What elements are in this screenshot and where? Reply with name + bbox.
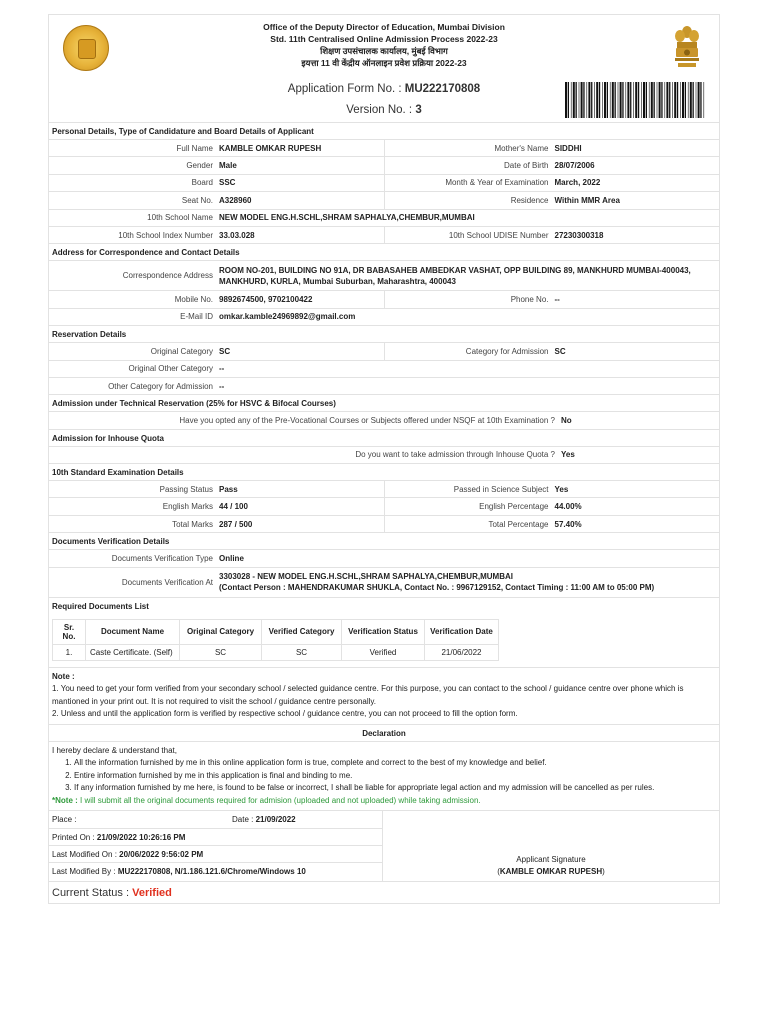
other-admission-value: --: [219, 381, 225, 391]
row-docver-type: [49, 550, 719, 567]
application-number-value: MU222170808: [404, 83, 481, 95]
technical-question-label: Have you opted any of the Pre-Vocational Courses or Subjects offered under NSQF at 10th Examination ?: [179, 415, 555, 425]
row-total: [49, 516, 719, 533]
header-line-2: Std. 11th Centralised Online Admission Process 2022-23: [270, 34, 498, 44]
correspondence-line-2: MANKHURD, KURLA, Mumbai Suburban, Maharashtra, 400043: [219, 276, 456, 286]
board-label: Board: [191, 178, 213, 188]
maharashtra-seal-icon: [63, 25, 109, 71]
school-name-value: NEW MODEL ENG.H.SCHL,SHRAM SAPHALYA,CHEMBUR,MUMBAI: [219, 213, 475, 223]
signature-name-value: KAMBLE OMKAR RUPESH: [499, 866, 603, 876]
school-index-value: 33.03.028: [219, 230, 255, 240]
section-required-docs-title: Required Documents List: [52, 601, 149, 611]
table-cell: 21/06/2022: [425, 644, 499, 660]
docver-at-line-1: 3303028 - NEW MODEL ENG.H.SCHL,SHRAM SAPHALYA,CHEMBUR,MUMBAI: [219, 572, 513, 582]
header-line-4: इयत्ता 11 वी केंद्रीय ऑनलाइन प्रवेश प्रक्रिया 2022-23: [301, 58, 467, 68]
version-number-label: Version No. :: [346, 104, 413, 116]
printed-row: [49, 829, 382, 846]
place-label: Place :: [52, 815, 77, 825]
national-emblem-icon: [669, 23, 705, 73]
table-cell: Caste Certificate. (Self): [86, 644, 180, 660]
declaration-note-text: I will submit all the original documents required for admision (uploaded and not uploaded) while taking admission.: [77, 795, 481, 805]
full-name-label: Full Name: [176, 143, 213, 153]
row-board: [49, 175, 719, 192]
signature-name: (KAMBLE OMKAR RUPESH): [497, 866, 605, 876]
table-cell: SC: [262, 644, 342, 660]
gender-value: Male: [219, 161, 237, 171]
section-reservation-title: Reservation Details: [49, 326, 719, 343]
table-header: Document Name: [86, 619, 180, 644]
row-seat: [49, 192, 719, 209]
full-name-value: KAMBLE OMKAR RUPESH: [219, 143, 322, 153]
row-category: [49, 343, 719, 360]
row-school: [49, 210, 719, 227]
application-form: [48, 14, 720, 904]
science-value: Yes: [554, 484, 569, 494]
residence-label: Residence: [510, 195, 549, 205]
printed-label: Printed On :: [52, 832, 95, 842]
modified-by-label: Last Modified By :: [52, 867, 116, 877]
section-inhouse-title: Admission for Inhouse Quota: [49, 430, 719, 447]
declaration-item: 2. Entire information furnished by me in this application is final and binding to me.: [74, 770, 716, 783]
current-status-label: Current Status :: [52, 886, 130, 899]
total-percentage-value: 57.40%: [554, 519, 582, 529]
row-inhouse-question: [49, 447, 719, 464]
row-technical-question: [49, 412, 719, 429]
inhouse-question-label: Do you want to take admission through Inhouse Quota ?: [355, 450, 555, 460]
total-percentage-label: Total Percentage: [488, 519, 549, 529]
row-correspondence: [49, 261, 719, 291]
docver-at-value: [217, 571, 719, 593]
admission-category-value: SC: [554, 346, 566, 356]
current-status-value: Verified: [132, 886, 172, 899]
application-number-label: Application Form No. :: [287, 83, 402, 95]
signature-label: Applicant Signature: [516, 854, 586, 864]
declaration-title: Declaration: [49, 725, 719, 742]
english-percentage-value: 44.00%: [554, 502, 582, 512]
row-english: [49, 498, 719, 515]
seat-label: Seat No.: [181, 195, 213, 205]
declaration-item: 3. If any information furnished by me here, is found to be false or incorrect, I shall be liable for appropriate legal action and my admission will be cancelled as per rules.: [74, 782, 716, 795]
inhouse-question-value: Yes: [561, 450, 575, 460]
table-cell: 1.: [53, 644, 86, 660]
section-docver-title: Documents Verification Details: [49, 533, 719, 550]
declaration-note: [52, 795, 716, 808]
email-value: omkar.kamble24969892@gmail.com: [219, 312, 356, 322]
udise-value: 27230300318: [554, 230, 604, 240]
section-technical-title: Admission under Technical Reservation (25% for HSVC & Bifocal Courses): [49, 395, 719, 412]
section-address-title: Address for Correspondence and Contact Details: [49, 244, 719, 261]
row-name: [49, 140, 719, 157]
original-category-value: SC: [219, 346, 231, 356]
correspondence-value: [217, 265, 719, 287]
docver-at-line-2: (Contact Person : MAHENDRAKUMAR SHUKLA, Contact No. : 9967129152, Contact Timing : 11:00 AM to 05:00 PM): [219, 583, 655, 593]
table-header: Verification Status: [342, 619, 425, 644]
printed-value: 21/09/2022 10:26:16 PM: [96, 832, 186, 842]
mother-name-label: Mother's Name: [494, 143, 549, 153]
original-category-label: Original Category: [150, 346, 213, 356]
row-mobile: [49, 291, 719, 308]
total-marks-value: 287 / 500: [219, 519, 253, 529]
section-personal-title: Personal Details, Type of Candidature and Board Details of Applicant: [49, 123, 719, 140]
mobile-value: 9892674500, 9702100422: [219, 295, 313, 305]
english-percentage-label: English Percentage: [479, 502, 549, 512]
original-other-category-label: Original Other Category: [128, 364, 213, 374]
technical-question-value: No: [561, 415, 572, 425]
table-header-row: [53, 619, 499, 644]
signature-block: [49, 810, 719, 881]
exam-value: March, 2022: [554, 178, 601, 188]
declaration-intro: I hereby declare & understand that,: [52, 745, 177, 755]
udise-label: 10th School UDISE Number: [448, 230, 549, 240]
dob-label: Date of Birth: [504, 161, 549, 171]
total-marks-label: Total Marks: [172, 519, 213, 529]
phone-label: Phone No.: [510, 295, 549, 305]
date-value: 21/09/2022: [255, 815, 296, 825]
english-marks-label: English Marks: [162, 502, 213, 512]
declaration-block: [49, 742, 719, 811]
header-line-3: शिक्षण उपसंचालक कार्यालय, मुंबई विभाग: [320, 46, 448, 56]
original-other-category-value: --: [219, 364, 225, 374]
note-line-2: 2. Unless and until the application form is verified by respective school / guidance centre, you can not proceed to fill the option form.: [52, 709, 518, 719]
docver-at-label: Documents Verification At: [121, 577, 213, 587]
email-label: E-Mail ID: [180, 312, 213, 322]
place-date-row: [49, 811, 382, 828]
phone-value: --: [554, 295, 560, 305]
english-marks-value: 44 / 100: [219, 502, 248, 512]
exam-label: Month & Year of Examination: [445, 178, 549, 188]
table-header: Original Category: [180, 619, 262, 644]
table-cell: SC: [180, 644, 262, 660]
row-gender: [49, 157, 719, 174]
gender-label: Gender: [186, 161, 213, 171]
note-title: Note :: [52, 671, 75, 681]
current-status: [49, 881, 719, 903]
docver-type-label: Documents Verification Type: [111, 553, 213, 563]
passing-status-label: Passing Status: [159, 484, 213, 494]
dob-value: 28/07/2006: [554, 161, 595, 171]
row-index: [49, 227, 719, 244]
passing-status-value: Pass: [219, 484, 238, 494]
row-other-category: [49, 361, 719, 378]
required-docs-table: [52, 619, 499, 661]
table-header: Verified Category: [262, 619, 342, 644]
school-index-label: 10th School Index Number: [118, 230, 213, 240]
admission-category-label: Category for Admission: [465, 346, 549, 356]
docver-type-value: Online: [219, 553, 244, 563]
declaration-item: 1. All the information furnished by me in this online application form is true, complete and correct to the best of my knowledge and belief.: [74, 757, 716, 770]
row-email: [49, 309, 719, 326]
mother-name-value: SIDDHI: [554, 143, 582, 153]
note-line-1: 1. You need to get your form verified from your secondary school / selected guidance centre. For this purpose, you can contact to the school / guidance centre over phone which is mantioned in your print out. It is not required to visit the school / guidance centre personally.: [52, 684, 684, 706]
version-number-value: 3: [415, 104, 422, 116]
table-header: Sr. No.: [53, 619, 86, 644]
row-other-admission: [49, 378, 719, 395]
row-passing: [49, 481, 719, 498]
table-header: Verification Date: [425, 619, 499, 644]
header-line-1: Office of the Deputy Director of Education, Mumbai Division: [263, 22, 505, 32]
school-name-label: 10th School Name: [147, 213, 213, 223]
modified-by-value: MU222170808, N/1.186.121.6/Chrome/Windows 10: [117, 867, 306, 877]
modified-row: [49, 846, 382, 863]
other-admission-label: Other Category for Admission: [108, 381, 213, 391]
board-value: SSC: [219, 178, 236, 188]
seat-value: A328960: [219, 195, 252, 205]
section-exam10-title: 10th Standard Examination Details: [49, 464, 719, 481]
form-header: [49, 15, 719, 123]
barcode: [565, 82, 705, 118]
date-label: Date :: [232, 815, 254, 825]
residence-value: Within MMR Area: [554, 195, 620, 205]
table-row: [53, 644, 499, 660]
mobile-label: Mobile No.: [174, 295, 213, 305]
table-cell: Verified: [342, 644, 425, 660]
modified-by-row: [49, 863, 382, 880]
note-block: [49, 668, 719, 725]
modified-value: 20/06/2022 9:56:02 PM: [119, 849, 204, 859]
declaration-note-label: *Note :: [52, 795, 78, 805]
declaration-list: [52, 757, 716, 795]
correspondence-label: Correspondence Address: [122, 271, 213, 281]
science-label: Passed in Science Subject: [453, 484, 549, 494]
correspondence-line-1: ROOM NO-201, BUILDING NO 91A, DR BABASAHEB AMBEDKAR VASHAT, OPP BUILDING 89, MANKHURD MUMBAI-400043,: [219, 265, 691, 275]
row-docver-at: [49, 568, 719, 598]
modified-label: Last Modified On :: [52, 849, 117, 859]
